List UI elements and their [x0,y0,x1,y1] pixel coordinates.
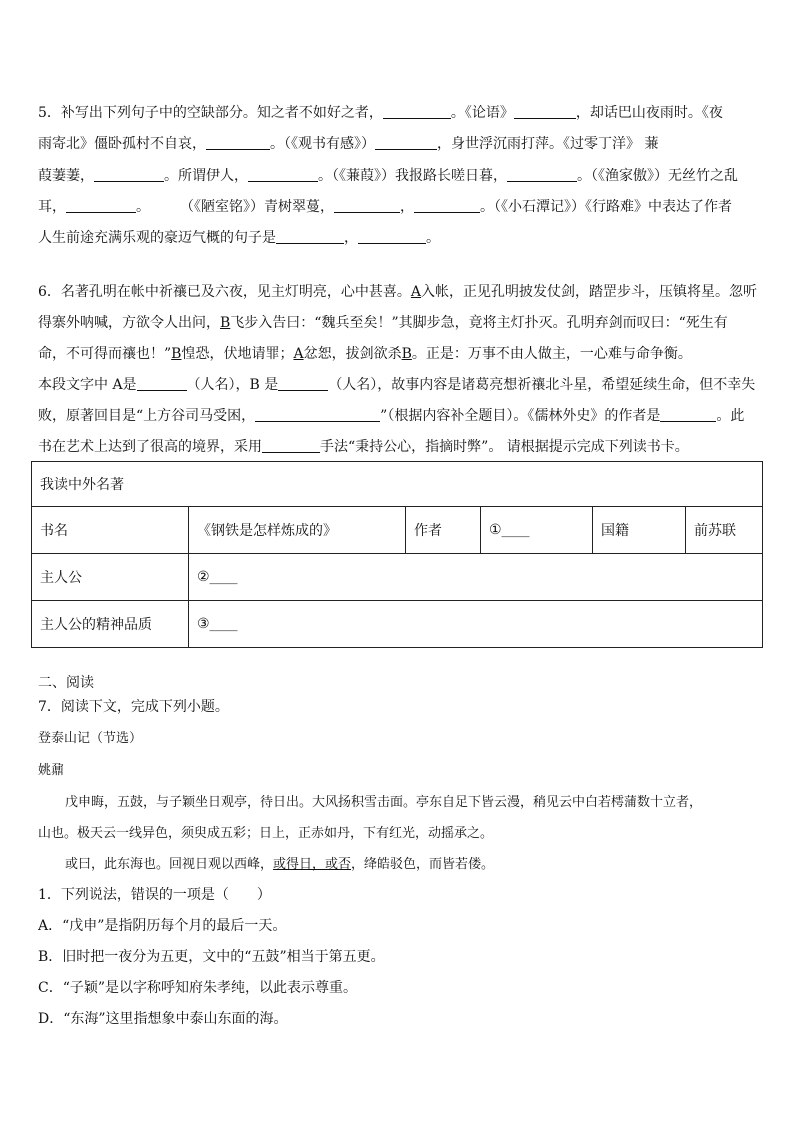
passage-paragraph-2 [65,856,494,874]
mark-b: B [171,346,182,362]
passage-paragraph-1: 戊申晦，五鼓，与子颖坐日观亭，待日出。大风扬积雪击面。亭东自足下皆云漫，稍见云中白若樗蒲数十立者， [65,795,703,810]
q5-text: 。（《蒹葭》）我报路长嗟日暮， [318,168,507,184]
option-d[interactable]: D．“东海”这里指想象中泰山东面的海。 [38,1011,288,1027]
q5-text: ， [400,199,414,215]
answer-blank[interactable] [66,198,136,213]
section-heading: 二、阅读 [38,675,94,691]
q5-text: 5．补写出下列句子中的空缺部分。知之者不如好之者， [38,105,383,121]
answer-blank[interactable] [383,104,451,119]
q5-text: 。（《小石潭记》）《行路难》中表达了作者 [480,199,732,215]
q6-text: （人名），故事内容是诸葛亮想祈禳北斗星，希望延续生命，但不幸失 [328,377,756,393]
q5-line-3 [38,167,738,185]
card-title: 我读中外名著 [32,462,763,507]
q7-prompt: 7．阅读下文，完成下列小题。 [38,699,229,715]
nation-value: 前苏联 [686,507,763,554]
q5-line-5 [38,229,440,247]
passage-author: 姚鼐 [38,763,65,778]
quality-label: 主人公的精神品质 [32,601,189,648]
q6-text: 得寨外呐喊，方欲令人出问， [38,315,220,331]
q6-text: 入帐，正见孔明披发仗剑，踏罡步斗，压镇将星。忽听 [421,284,758,300]
q6-text: 6．名著孔明在帐中祈禳已及六夜，见主灯明亮，心中甚喜。 [38,284,411,300]
q5-text: ，却话巴山夜雨时。《夜 [575,105,723,121]
book-label: 书名 [32,507,189,554]
answer-blank[interactable] [514,104,576,119]
option-b[interactable]: B．旧时把一夜分为五更，文中的“五鼓”相当于第五更。 [38,949,385,965]
quality-value[interactable]: ③____ [189,601,763,648]
q5-text: 。 [136,199,150,215]
answer-blank[interactable] [660,407,716,422]
mark-b: B [401,346,412,362]
q6-line-5 [38,407,744,425]
book-value: 《钢铁是怎样炼成的》 [189,507,406,554]
q5-text: ， [344,230,358,246]
q6-text: 忿恕，拔剑欲杀 [303,346,402,362]
answer-blank[interactable] [206,135,270,150]
q5-text: ，身世浮沉雨打萍。《过零丁洋》 蒹 [437,136,659,152]
q6-line-2 [38,314,728,332]
q6-text: 败，原著回目是“上方谷司马受困， [38,408,256,424]
mark-b: B [220,315,231,331]
q6-text: 飞步入告曰：“魏兵至矣！”其脚步急，竟将主灯扑灭。孔明弃剑而叹曰：“死生有 [230,315,728,331]
q5-text: 人生前途充满乐观的豪迈气概的句子是 [38,230,276,246]
q5-text: 葭萋萋， [38,168,94,184]
q6-text: 惶恐，伏地请罪； [181,346,294,362]
q6-text: （人名），B 是 [186,377,279,393]
answer-blank[interactable] [358,229,426,244]
passage-title: 登泰山记（节选） [38,731,143,746]
answer-blank[interactable] [334,198,400,213]
answer-blank[interactable] [507,167,577,182]
hero-label: 主人公 [32,554,189,601]
q5-line-1 [38,104,723,122]
answer-blank[interactable] [278,376,328,391]
q6-line-1 [38,283,757,301]
q5-text: 耳， [38,199,66,215]
answer-blank[interactable] [137,376,187,391]
answer-blank[interactable] [255,407,380,422]
q5-line-2 [38,135,658,153]
q6-text: 本段文字中 A是 [38,377,137,393]
reading-card-table [31,461,763,648]
q6-line-6 [38,438,689,456]
hero-value[interactable]: ②____ [189,554,763,601]
option-a[interactable]: A．“戊申”是指阴历每个月的最后一天。 [38,918,287,934]
q6-text: 命，不可得而禳也！” [38,346,172,362]
passage-paragraph-1-cont: 山也。极天云一线异色，须臾成五彩；日上，正赤如丹，下有红光，动摇承之。 [38,826,494,841]
q6-line-4 [38,376,755,394]
q5-text: （《陋室铭》）青树翠蔓， [180,199,334,215]
answer-blank[interactable] [94,167,164,182]
answer-blank[interactable] [248,167,318,182]
q5-text: 。 [426,230,440,246]
q5-text: 。所谓伊人， [164,168,248,184]
mark-a: A [410,284,422,300]
nation-label: 国籍 [593,507,686,554]
q5-text: 雨寄北》僵卧孤村不自哀， [38,136,206,152]
q6-text: 书在艺术上达到了很高的境界，采用 [38,439,262,455]
q5-text: 。（《渔家傲》）无丝竹之乱 [577,168,738,184]
q5-line-4 [38,198,732,216]
answer-blank[interactable] [375,135,437,150]
author-value[interactable]: ①____ [481,507,593,554]
q6-text: 手法“秉持公心，指摘时弊”。 请根据提示完成下列读书卡。 [320,439,689,455]
q6-text: ”（根据内容补全题目）。《儒林外史》的作者是 [380,408,661,424]
q6-text: 。正是：万事不由人做主，一心难与命争衡。 [411,346,692,362]
author-label: 作者 [406,507,481,554]
underlined-phrase: 或得日，或否 [273,857,352,872]
question-1-stem: 1．下列说法，错误的一项是（ ） [38,887,271,903]
passage-text: ，绛皓驳色，而皆若偻。 [351,857,495,872]
answer-blank[interactable] [414,198,480,213]
q5-text: 。（《观书有感》） [270,136,375,152]
answer-blank[interactable] [276,229,344,244]
answer-blank[interactable] [262,438,320,453]
q5-text: 。《论语》 [450,105,514,121]
q6-text: 。此 [716,408,745,424]
q6-line-3 [38,345,692,363]
mark-a: A [293,346,304,362]
passage-text: 或曰，此东海也。回视日观以西峰， [65,857,274,872]
option-c[interactable]: C．“子颖”是以字称呼知府朱孝纯，以此表示尊重。 [38,980,358,996]
